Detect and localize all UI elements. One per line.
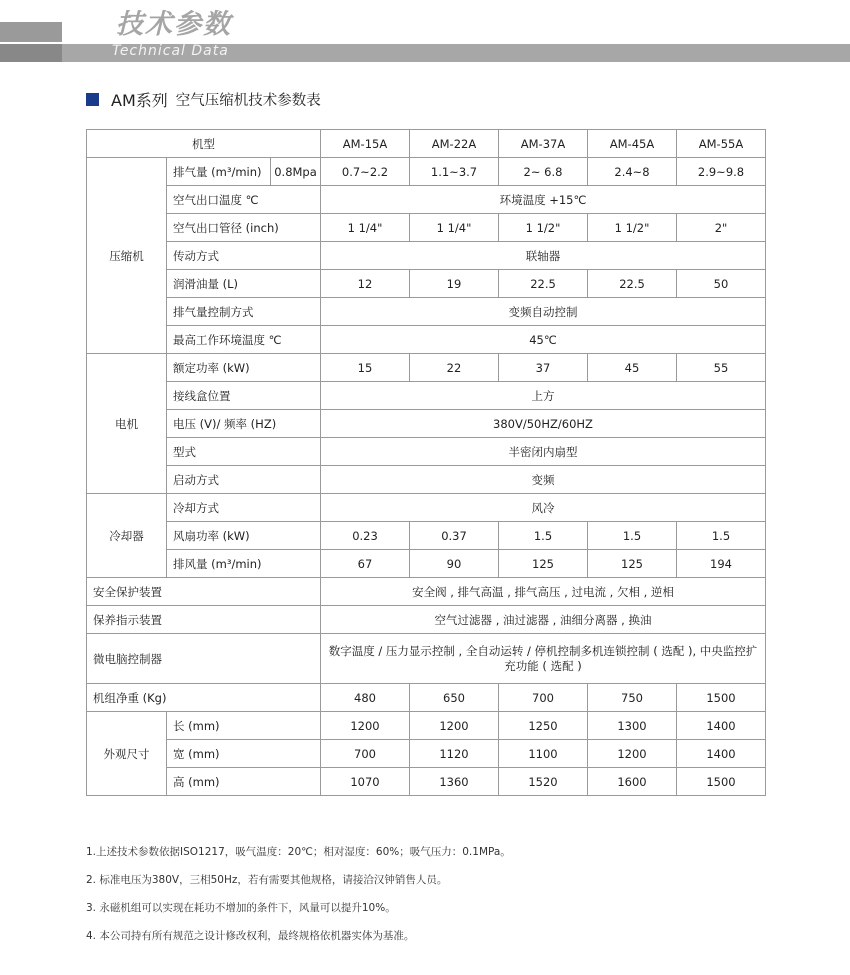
group-label-dimensions: 外观尺寸 — [87, 712, 167, 796]
value-cell: 1 1/2" — [499, 214, 588, 242]
value-cell: 700 — [499, 684, 588, 712]
table-header-row — [87, 130, 766, 158]
value-cell: 22 — [410, 354, 499, 382]
table-row — [87, 158, 766, 186]
row-label: 最高工作环境温度 ℃ — [167, 326, 321, 354]
table-row — [87, 270, 766, 298]
value-cell: 0.23 — [321, 522, 410, 550]
value-cell: 15 — [321, 354, 410, 382]
header-band-accent — [0, 44, 62, 62]
row-label: 宽 (mm) — [167, 740, 321, 768]
row-label: 润滑油量 (L) — [167, 270, 321, 298]
value-cell: 2" — [677, 214, 766, 242]
value-cell: 1 1/4" — [410, 214, 499, 242]
section-subtitle: 空气压缩机技术参数表 — [175, 93, 321, 109]
value-cell: 700 — [321, 740, 410, 768]
value-cell: 1200 — [588, 740, 677, 768]
value-cell: 1.5 — [677, 522, 766, 550]
value-cell-merged: 380V/50HZ/60HZ — [321, 410, 766, 438]
value-cell: 1120 — [410, 740, 499, 768]
value-cell: 0.37 — [410, 522, 499, 550]
section-heading — [86, 88, 321, 111]
value-cell: 750 — [588, 684, 677, 712]
model-cell: AM-22A — [410, 130, 499, 158]
value-cell: 125 — [588, 550, 677, 578]
table-row — [87, 242, 766, 270]
value-cell: 1500 — [677, 768, 766, 796]
table-row — [87, 684, 766, 712]
page-subtitle: Technical Data — [112, 43, 229, 59]
row-label: 机组净重 (Kg) — [87, 684, 321, 712]
value-cell-merged: 安全阀 , 排气高温 , 排气高压 , 过电流 , 欠相 , 逆相 — [321, 578, 766, 606]
row-label: 高 (mm) — [167, 768, 321, 796]
row-label: 型式 — [167, 438, 321, 466]
model-cell: AM-55A — [677, 130, 766, 158]
table-row — [87, 578, 766, 606]
value-cell: 37 — [499, 354, 588, 382]
table-row — [87, 768, 766, 796]
row-label: 排气量 (m³/min) — [167, 158, 271, 186]
value-cell-merged: 环境温度 +15℃ — [321, 186, 766, 214]
group-label-compressor: 压缩机 — [87, 158, 167, 354]
row-label: 排气量控制方式 — [167, 298, 321, 326]
table-row — [87, 214, 766, 242]
row-label: 电压 (V)/ 频率 (HZ) — [167, 410, 321, 438]
model-cell: AM-15A — [321, 130, 410, 158]
value-cell: 1200 — [321, 712, 410, 740]
value-cell-merged: 半密闭内扇型 — [321, 438, 766, 466]
footnote: 2. 标准电压为380V，三相50Hz，若有需要其他规格，请接洽汉钟销售人员。 — [86, 874, 448, 886]
row-label: 接线盒位置 — [167, 382, 321, 410]
value-cell: 1300 — [588, 712, 677, 740]
table-row — [87, 326, 766, 354]
value-cell: 22.5 — [499, 270, 588, 298]
value-cell: 0.7~2.2 — [321, 158, 410, 186]
value-cell: 1.1~3.7 — [410, 158, 499, 186]
group-label-cooling: 冷却器 — [87, 494, 167, 578]
footnote: 4. 本公司持有所有规范之设计修改权利，最终规格依机器实体为基准。 — [86, 930, 415, 942]
value-cell: 1 1/4" — [321, 214, 410, 242]
row-label: 空气出口管径 (inch) — [167, 214, 321, 242]
table-row — [87, 634, 766, 684]
value-cell-merged: 联轴器 — [321, 242, 766, 270]
footnote: 3. 永磁机组可以实现在耗功不增加的条件下，风量可以提升10%。 — [86, 902, 396, 914]
pressure-cell: 0.8Mpa — [271, 158, 321, 186]
value-cell: 650 — [410, 684, 499, 712]
value-cell: 2.4~8 — [588, 158, 677, 186]
section-bullet-icon — [86, 93, 99, 106]
page-title: 技术参数 — [116, 9, 232, 40]
table-row — [87, 410, 766, 438]
row-label: 空气出口温度 ℃ — [167, 186, 321, 214]
row-label: 冷却方式 — [167, 494, 321, 522]
value-cell: 1250 — [499, 712, 588, 740]
table-row — [87, 740, 766, 768]
header-accent-bar — [0, 22, 62, 42]
row-label: 额定功率 (kW) — [167, 354, 321, 382]
row-label: 排风量 (m³/min) — [167, 550, 321, 578]
value-cell: 125 — [499, 550, 588, 578]
table-row — [87, 606, 766, 634]
table-row — [87, 466, 766, 494]
value-cell: 1100 — [499, 740, 588, 768]
value-cell-merged: 数字温度 / 压力显示控制 , 全自动运转 / 停机控制多机连锁控制 ( 选配 ), 中央监控扩充功能 ( 选配 ) — [321, 634, 766, 684]
table-row — [87, 550, 766, 578]
value-cell-merged: 45℃ — [321, 326, 766, 354]
row-label: 长 (mm) — [167, 712, 321, 740]
value-cell-merged: 风冷 — [321, 494, 766, 522]
table-row — [87, 382, 766, 410]
value-cell-merged: 空气过滤器 , 油过滤器 , 油细分离器 , 换油 — [321, 606, 766, 634]
value-cell: 1360 — [410, 768, 499, 796]
value-cell: 2.9~9.8 — [677, 158, 766, 186]
value-cell: 55 — [677, 354, 766, 382]
row-label: 安全保护装置 — [87, 578, 321, 606]
value-cell: 1520 — [499, 768, 588, 796]
footnote: 1.上述技术参数依据ISO1217，吸气温度：20℃；相对湿度：60%；吸气压力：0.1MPa。 — [86, 846, 511, 858]
value-cell: 1400 — [677, 712, 766, 740]
footnotes — [86, 846, 511, 958]
value-cell: 194 — [677, 550, 766, 578]
table-row — [87, 494, 766, 522]
row-label: 微电脑控制器 — [87, 634, 321, 684]
group-label-motor: 电机 — [87, 354, 167, 494]
row-label: 传动方式 — [167, 242, 321, 270]
row-label: 保养指示装置 — [87, 606, 321, 634]
table-row — [87, 712, 766, 740]
table-row — [87, 298, 766, 326]
value-cell: 90 — [410, 550, 499, 578]
value-cell: 19 — [410, 270, 499, 298]
value-cell: 1200 — [410, 712, 499, 740]
value-cell: 22.5 — [588, 270, 677, 298]
row-label: 风扇功率 (kW) — [167, 522, 321, 550]
value-cell: 1070 — [321, 768, 410, 796]
value-cell: 12 — [321, 270, 410, 298]
section-title: AM系列 — [111, 91, 168, 110]
value-cell: 1.5 — [499, 522, 588, 550]
model-cell: AM-37A — [499, 130, 588, 158]
value-cell: 67 — [321, 550, 410, 578]
value-cell-merged: 变频自动控制 — [321, 298, 766, 326]
value-cell: 1400 — [677, 740, 766, 768]
value-cell: 480 — [321, 684, 410, 712]
value-cell: 1500 — [677, 684, 766, 712]
value-cell: 1600 — [588, 768, 677, 796]
table-row — [87, 522, 766, 550]
table-row — [87, 186, 766, 214]
value-cell: 50 — [677, 270, 766, 298]
value-cell-merged: 上方 — [321, 382, 766, 410]
value-cell: 2~ 6.8 — [499, 158, 588, 186]
value-cell: 1 1/2" — [588, 214, 677, 242]
model-cell: AM-45A — [588, 130, 677, 158]
row-label: 启动方式 — [167, 466, 321, 494]
model-label: 机型 — [87, 130, 321, 158]
value-cell-merged: 变频 — [321, 466, 766, 494]
table-row — [87, 354, 766, 382]
value-cell: 1.5 — [588, 522, 677, 550]
value-cell: 45 — [588, 354, 677, 382]
table-row — [87, 438, 766, 466]
spec-table — [86, 129, 766, 796]
